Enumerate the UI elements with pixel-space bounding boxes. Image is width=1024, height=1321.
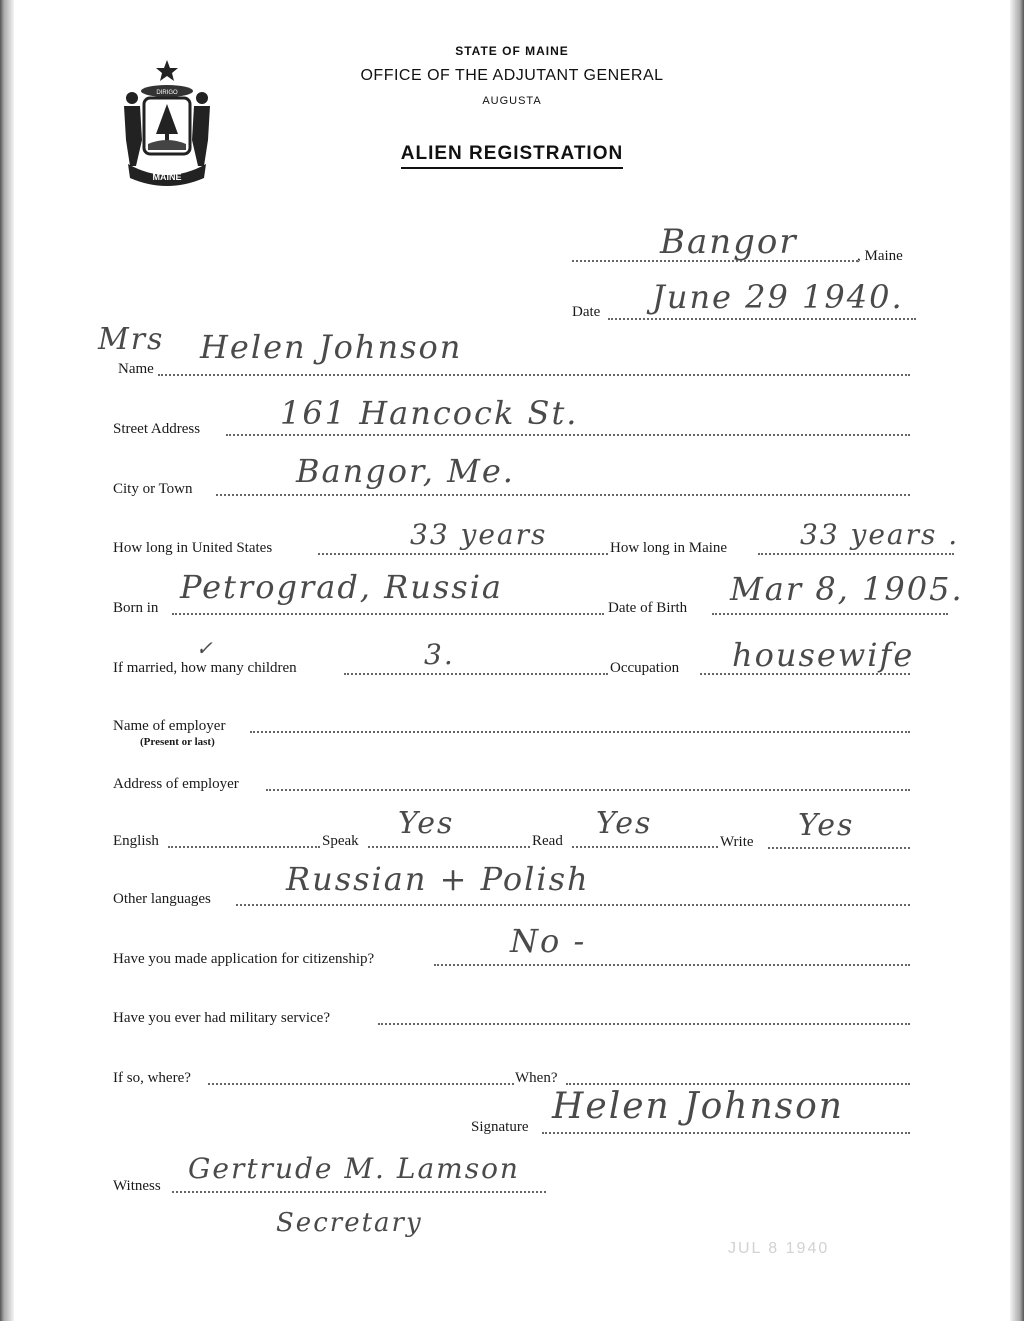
signature-value: Helen Johnson	[552, 1086, 844, 1127]
date-value: June 29 1940.	[652, 278, 904, 316]
form-title	[0, 143, 1024, 165]
speak-line	[368, 846, 530, 848]
read-value: Yes	[596, 806, 653, 841]
street-address-label: Street Address	[113, 421, 201, 437]
dob-label: Date of Birth	[608, 600, 688, 616]
other-languages-line	[236, 904, 910, 906]
occupation-value: housewife	[732, 636, 915, 674]
when-label: When?	[515, 1070, 558, 1086]
citizenship-label: Have you made application for citizenship?	[113, 951, 375, 967]
read-line	[572, 846, 718, 848]
employer-address-label: Address of employer	[113, 776, 239, 792]
town-value: Bangor	[660, 222, 798, 262]
years-maine-line	[758, 553, 954, 555]
witness-value: Gertrude M. Lamson	[188, 1152, 520, 1185]
name-label: Name	[118, 361, 154, 377]
employer-note: (Present or last)	[140, 736, 215, 748]
date-label: Date	[572, 304, 601, 320]
military-line	[378, 1023, 910, 1025]
signature-line	[542, 1132, 910, 1134]
if-so-where-label: If so, where?	[113, 1070, 191, 1086]
received-stamp: JUL 8 1940	[728, 1240, 830, 1257]
children-line	[344, 673, 608, 675]
years-us-line	[318, 553, 608, 555]
letterhead-city: AUGUSTA	[482, 95, 542, 107]
city-line	[216, 494, 910, 496]
name-title-value: Mrs	[98, 322, 165, 357]
military-label: Have you ever had military service?	[113, 1010, 330, 1026]
scan-edge-left	[0, 0, 14, 1321]
years-us-label: How long in United States	[113, 540, 273, 556]
seal-banner: MAINE	[152, 172, 182, 182]
citizenship-line	[434, 964, 910, 966]
other-languages-value: Russian + Polish	[286, 860, 590, 898]
scan-edge-right	[1010, 0, 1024, 1321]
letterhead-state: STATE OF MAINE	[455, 44, 569, 58]
write-value: Yes	[798, 808, 855, 843]
witness-line	[172, 1191, 546, 1193]
read-label: Read	[532, 833, 563, 849]
witness-title-value: Secretary	[276, 1208, 423, 1238]
other-languages-label: Other languages	[113, 891, 211, 907]
form-title-text: ALIEN REGISTRATION	[401, 143, 623, 169]
street-address-line	[226, 434, 910, 436]
dob-line	[712, 613, 948, 615]
name-value: Helen Johnson	[200, 328, 463, 366]
if-so-where-line	[208, 1083, 514, 1085]
speak-label: Speak	[322, 833, 359, 849]
seal-motto: DIRIGO	[156, 90, 178, 96]
occupation-label: Occupation	[610, 660, 680, 676]
years-us-value: 33 years	[410, 518, 548, 551]
employer-label: Name of employer	[113, 718, 226, 734]
employer-line	[250, 731, 910, 733]
city-value: Bangor, Me.	[296, 452, 515, 490]
born-in-value: Petrograd, Russia	[180, 568, 503, 606]
citizenship-value: No -	[510, 922, 587, 960]
signature-label: Signature	[471, 1119, 529, 1135]
employer-address-line	[266, 789, 910, 791]
write-line	[768, 847, 910, 849]
maine-label: , Maine	[857, 248, 903, 264]
date-line	[608, 318, 916, 320]
speak-value: Yes	[398, 806, 455, 841]
years-maine-label: How long in Maine	[610, 540, 728, 556]
when-line	[566, 1083, 910, 1085]
years-maine-value: 33 years .	[800, 518, 960, 551]
english-line	[168, 846, 320, 848]
letterhead-office: OFFICE OF THE ADJUTANT GENERAL	[360, 67, 664, 84]
english-label: English	[113, 833, 159, 849]
witness-label: Witness	[113, 1178, 161, 1194]
children-value: 3.	[424, 638, 455, 671]
born-in-label: Born in	[113, 600, 159, 616]
born-in-line	[172, 613, 604, 615]
street-address-value: 161 Hancock St.	[280, 394, 579, 432]
city-label: City or Town	[113, 481, 193, 497]
children-label: If married, how many children	[113, 660, 297, 676]
write-label: Write	[720, 834, 754, 850]
name-line	[158, 374, 910, 376]
dob-value: Mar 8, 1905.	[730, 570, 964, 608]
check-mark: ✓	[196, 636, 215, 660]
